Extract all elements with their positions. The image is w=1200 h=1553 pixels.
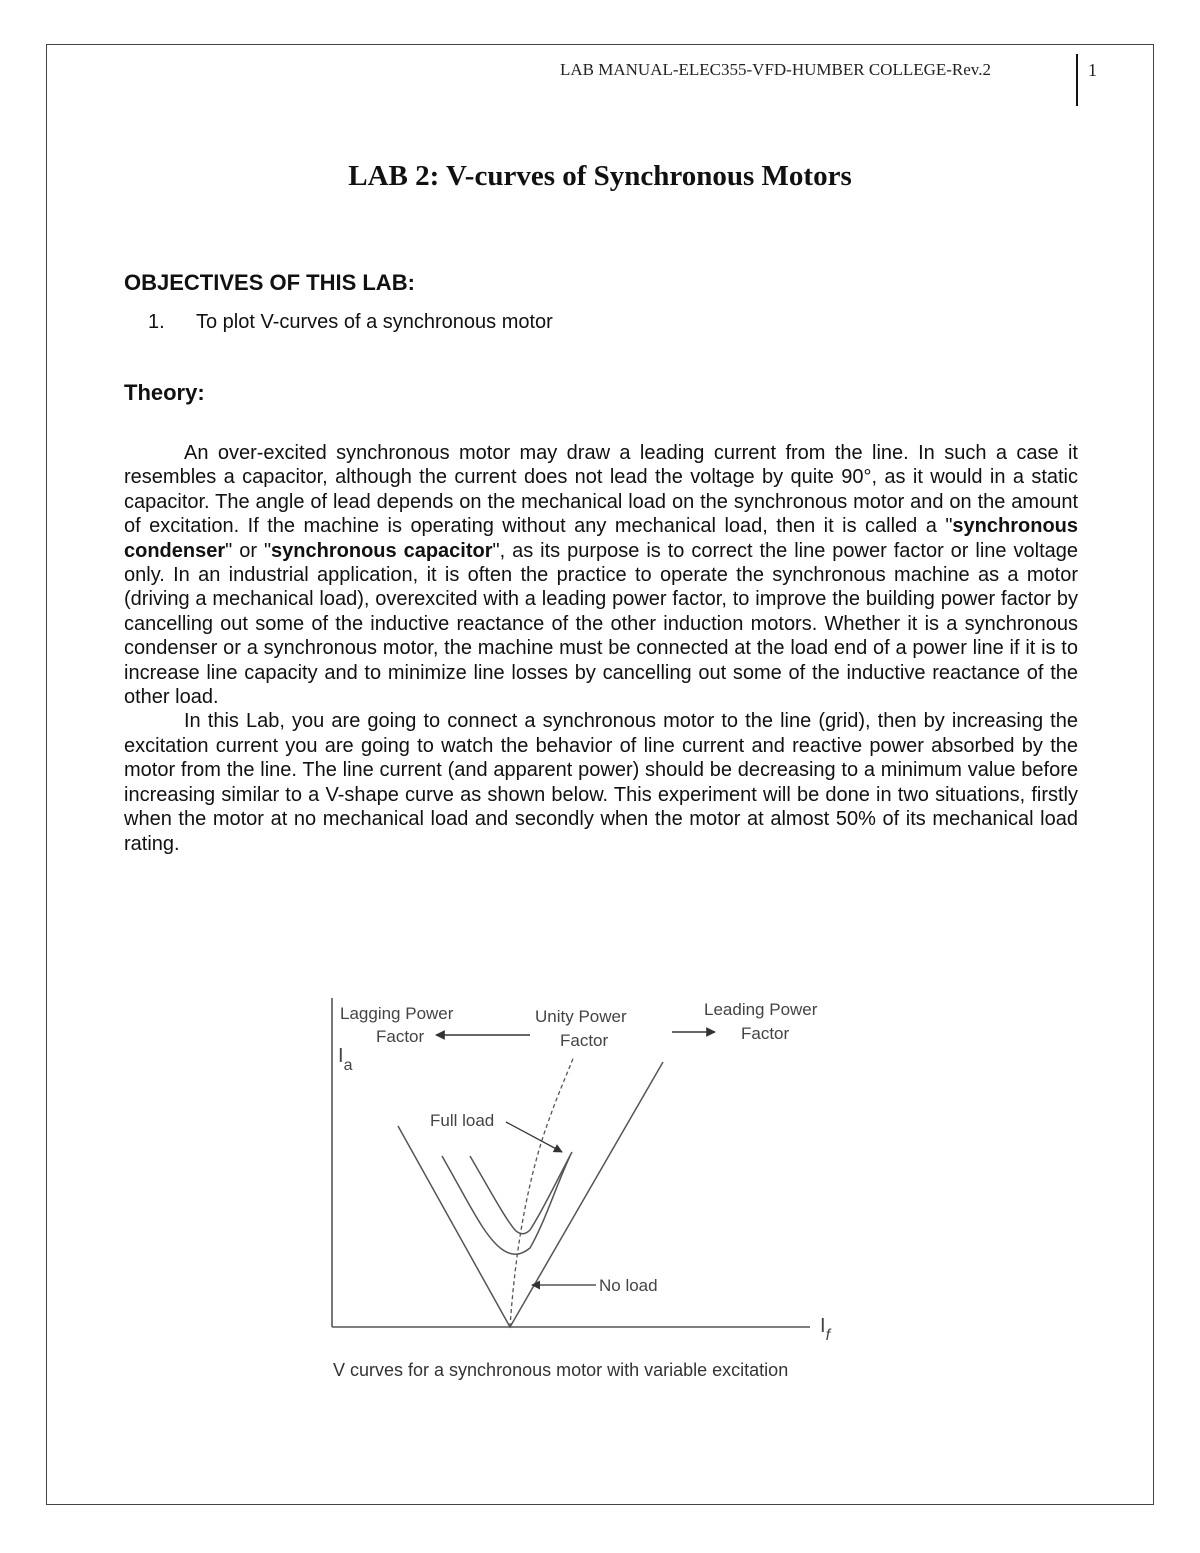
y-axis-label: $I_a$ [338, 1045, 353, 1074]
frame-right-border [1153, 44, 1154, 1505]
objective-number: 1. [148, 311, 165, 333]
leading-label-line1: Leading Power [704, 1000, 818, 1019]
unity-label-line2: Factor [560, 1031, 609, 1050]
v-curve-full-load [470, 1152, 572, 1234]
objectives-heading: OBJECTIVES OF THIS LAB: [124, 270, 415, 295]
lagging-label-line1: Lagging Power [340, 1004, 454, 1023]
theory-body [124, 441, 1078, 856]
term-synchronous-condenser: synchronous condenser [124, 515, 1078, 562]
unity-pf-locus [510, 1056, 574, 1327]
no-load-label: No load [599, 1276, 658, 1295]
theory-heading: Theory: [124, 380, 205, 405]
term-synchronous-capacitor: synchronous capacitor [271, 539, 493, 562]
objective-item [148, 311, 553, 334]
figure-caption: V curves for a synchronous motor with variable excitation [333, 1360, 789, 1380]
x-axis-label: $I_f$ [820, 1315, 831, 1344]
page-number: 1 [1088, 60, 1097, 80]
lagging-label-line2: Factor [376, 1027, 425, 1046]
theory-paragraph-2: In this Lab, you are going to connect a synchronous motor to the line (grid), then by increasing the excitation current you are going to watch the behavior of line current and reactive power absorbed by the motor from the line. The line current (and apparent power) should be decreasing to a minimum value before increasing similar to a V-shape curve as shown below. This experiment will be done in two situations, firstly when the motor at no mechanical load and secondly when the motor at almost 50% of its mechanical load rating. [124, 710, 1078, 855]
running-header: LAB MANUAL-ELEC355-VFD-HUMBER COLLEGE-Rev.2 [560, 60, 991, 79]
frame-bottom-border [46, 1504, 1154, 1505]
leading-label-line2: Factor [741, 1024, 790, 1043]
unity-label-line1: Unity Power [535, 1007, 627, 1026]
full-load-label: Full load [430, 1111, 495, 1130]
objective-text: To plot V-curves of a synchronous motor [196, 311, 553, 333]
frame-top-border [46, 44, 1154, 45]
v-curves-figure [320, 990, 860, 1390]
theory-paragraph-1: An over-excited synchronous motor may draw a leading current from the line. In such a case it resembles a capacitor, although the current does not lead the voltage by quite 90°, as it would in a static capacitor. The angle of lead depends on the mechanical load on the synchronous motor and on the amount of excitation. If the machine is operating without any mechanical load, then it is called a "synchronous condenser" or "synchronous capacitor", as its purpose is to correct the line power factor or line voltage only. In an industrial application, it is often the practice to operate the synchronous machine as a motor (driving a mechanical load), overexcited with a leading power factor, to improve the building power factor by cancelling out some of the inductive reactance of the other induction motors. Whether it is a synchronous condenser or a synchronous motor, the machine must be connected at the load end of a power line if it is to increase line capacity and to minimize line losses by cancelling out some of the inductive reactance of the other load. [124, 442, 1078, 709]
v-curves-diagram [320, 990, 860, 1390]
full-load-pointer [506, 1122, 562, 1152]
page-title: LAB 2: V-curves of Synchronous Motors [348, 160, 852, 192]
header-divider [1076, 54, 1078, 106]
frame-left-border [46, 44, 47, 1505]
